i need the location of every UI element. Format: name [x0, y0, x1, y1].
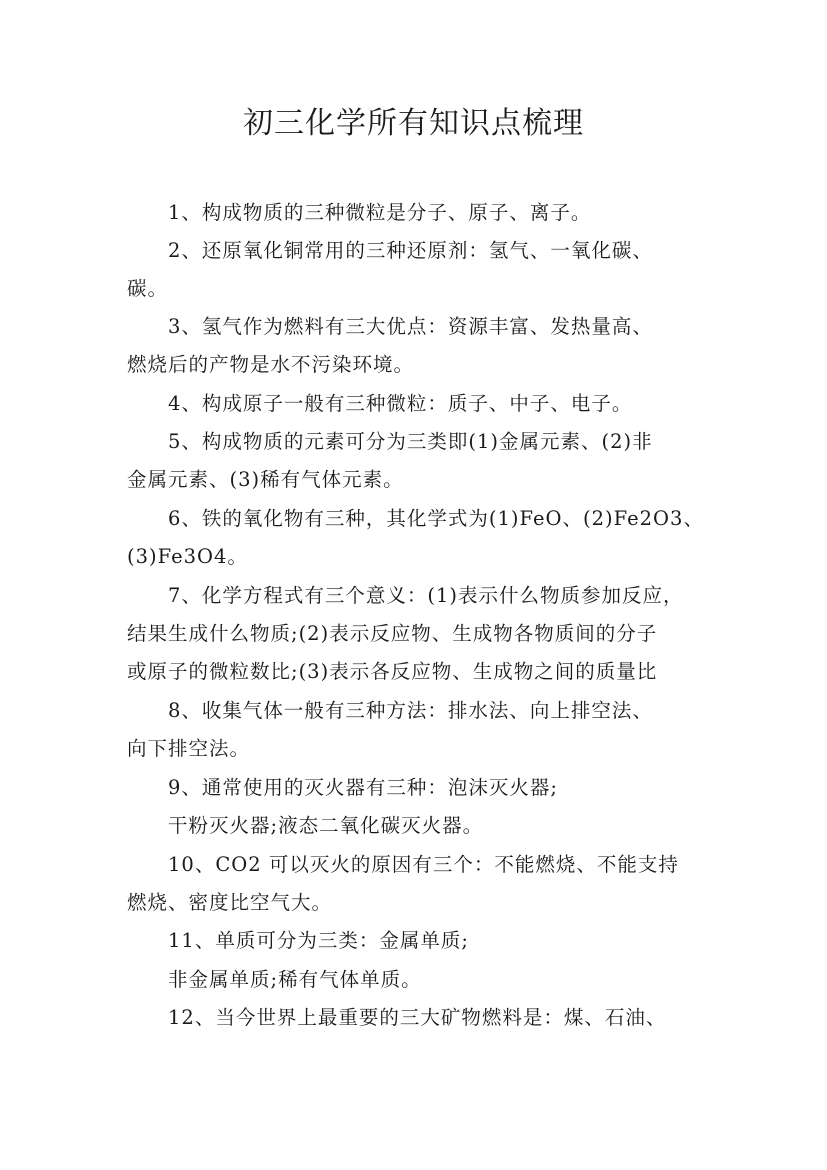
text-line: 11、单质可分为三类：金属单质;	[168, 929, 469, 952]
text-line: 10、CO2 可以灭火的原因有三个：不能燃烧、不能支持	[168, 853, 679, 876]
text-line: 或原子的微粒数比;(3)表示各反应物、生成物之间的质量比	[127, 660, 658, 683]
text-line: 干粉灭火器;液态二氧化碳灭火器。	[168, 814, 484, 837]
text-line: 碳。	[127, 277, 169, 300]
text-line: 向下排空法。	[127, 737, 251, 760]
text-line: 9、通常使用的灭火器有三种：泡沫灭火器;	[168, 776, 558, 799]
text-line: 结果生成什么物质;(2)表示反应物、生成物各物质间的分子	[127, 622, 658, 645]
text-line: 非金属单质;稀有气体单质。	[168, 968, 422, 991]
text-line: 燃烧后的产物是水不污染环境。	[127, 353, 415, 376]
text-line: (3)Fe3O4。	[127, 545, 248, 568]
text-line: 金属元素、(3)稀有气体元素。	[127, 468, 404, 491]
text-line: 5、构成物质的元素可分为三类即(1)金属元素、(2)非	[168, 430, 653, 453]
text-line: 12、当今世界上最重要的三大矿物燃料是：煤、石油、	[168, 1006, 667, 1029]
text-line: 3、氢气作为燃料有三大优点：资源丰富、发热量高、	[168, 315, 653, 338]
text-line: 6、铁的氧化物有三种，其化学式为(1)FeO、(2)Fe2O3、	[168, 507, 704, 530]
text-line: 1、构成物质的三种微粒是分子、原子、离子。	[168, 201, 592, 224]
text-line: 2、还原氧化铜常用的三种还原剂：氢气、一氧化碳、	[168, 239, 653, 262]
text-line: 燃烧、密度比空气大。	[127, 891, 333, 914]
text-line: 8、收集气体一般有三种方法：排水法、向上排空法、	[168, 699, 653, 722]
text-line: 7、化学方程式有三个意义：(1)表示什么物质参加反应，	[168, 584, 684, 607]
text-line: 4、构成原子一般有三种微粒：质子、中子、电子。	[168, 392, 633, 415]
document-title: 初三化学所有知识点梳理	[243, 106, 584, 141]
